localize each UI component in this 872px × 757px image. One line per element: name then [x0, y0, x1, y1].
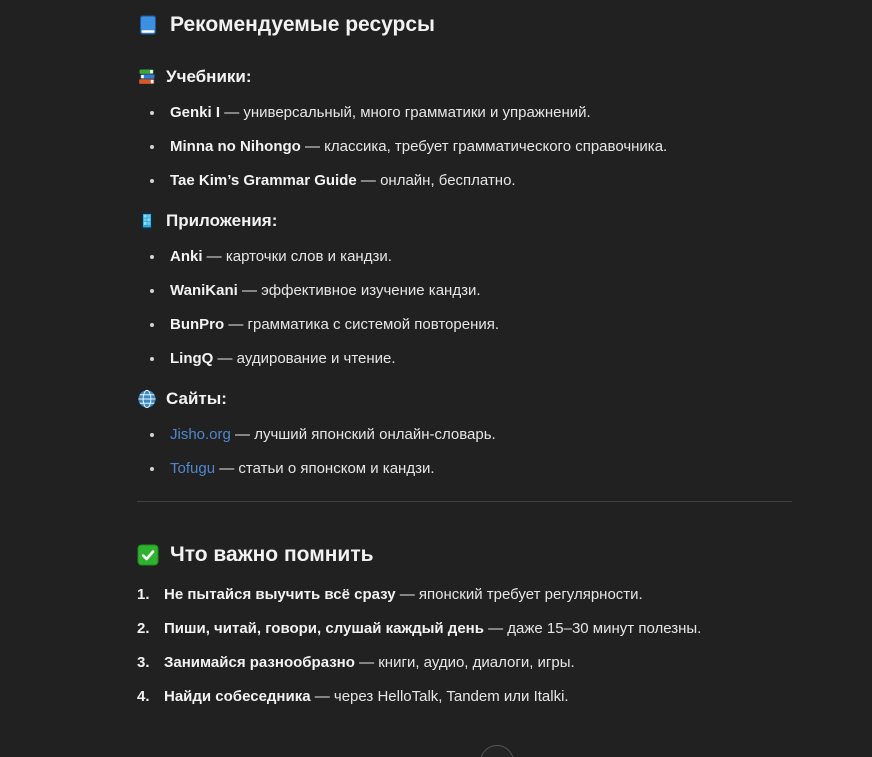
reminder-desc: — японский требует регулярности.: [395, 586, 643, 603]
reminder-bold: Пиши, читай, говори, слушай каждый день: [164, 620, 484, 637]
list-item: [137, 314, 793, 336]
resource-name: WaniKani: [170, 282, 238, 299]
list-number: 3.: [137, 654, 150, 671]
list-item: [137, 348, 793, 370]
sites-list: [137, 424, 793, 480]
resource-name: Tae Kim’s Grammar Guide: [170, 172, 357, 189]
bullet-icon: [150, 323, 154, 327]
list-item: [137, 584, 793, 606]
reminder-bold: Не пытайся выучить всё сразу: [164, 586, 396, 603]
section-heading-label: Сайты:: [166, 389, 227, 408]
tofugu-link[interactable]: Tofugu: [170, 460, 216, 477]
apps-heading: [137, 210, 793, 232]
globe-icon: [137, 389, 157, 409]
list-item: [137, 280, 793, 302]
list-item: [137, 102, 793, 124]
jisho-link[interactable]: Jisho.org: [170, 426, 231, 443]
resources-section-title: [137, 12, 793, 38]
list-item: [137, 458, 793, 480]
bullet-icon: [150, 357, 154, 361]
resource-name: LingQ: [170, 350, 214, 367]
list-item: [137, 424, 793, 446]
list-item: [137, 618, 793, 640]
sites-heading: [137, 388, 793, 410]
blue-book-icon: [137, 14, 159, 36]
bullet-icon: [150, 179, 154, 183]
reminder-desc: — даже 15–30 минут полезны.: [483, 620, 702, 637]
resource-name: Minna no Nihongo: [170, 138, 301, 155]
chat-message-content: [137, 0, 793, 720]
list-item: [137, 652, 793, 674]
list-number: 2.: [137, 620, 150, 637]
reminder-bold: Найди собеседника: [164, 688, 311, 705]
resource-desc: — грамматика с системой повторения.: [224, 316, 500, 333]
bullet-icon: [150, 111, 154, 115]
resource-name: Anki: [170, 248, 203, 265]
section-heading-label: Учебники:: [166, 67, 252, 86]
page-title: Рекомендуемые ресурсы: [170, 13, 435, 36]
reminder-desc: — через HelloTalk, Tandem или Italki.: [310, 688, 569, 705]
resource-desc: — эффективное изучение кандзи.: [237, 282, 481, 299]
resource-name: BunPro: [170, 316, 225, 333]
bullet-icon: [150, 289, 154, 293]
list-item: [137, 686, 793, 708]
bullet-icon: [150, 467, 154, 471]
apps-list: [137, 246, 793, 370]
bullet-icon: [150, 145, 154, 149]
list-item: [137, 170, 793, 192]
reminder-bold: Занимайся разнообразно: [164, 654, 355, 671]
reminder-desc: — книги, аудио, диалоги, игры.: [354, 654, 575, 671]
resource-desc: — карточки слов и кандзи.: [202, 248, 392, 265]
bullet-icon: [150, 433, 154, 437]
list-number: 1.: [137, 586, 150, 603]
resource-desc: — статьи о японском и кандзи.: [215, 460, 435, 477]
resource-desc: — онлайн, бесплатно.: [356, 172, 516, 189]
list-number: 4.: [137, 688, 150, 705]
resource-desc: — универсальный, много грамматики и упражнений.: [220, 104, 591, 121]
page-title: Что важно помнить: [170, 543, 374, 566]
resource-desc: — классика, требует грамматического справочника.: [300, 138, 668, 155]
list-item: [137, 136, 793, 158]
reminders-list: [137, 584, 793, 708]
textbooks-heading: [137, 66, 793, 88]
list-item: [137, 246, 793, 268]
check-mark-icon: [137, 544, 159, 566]
bullet-icon: [150, 255, 154, 259]
divider: [137, 501, 792, 502]
resource-desc: — аудирование и чтение.: [213, 350, 396, 367]
textbooks-list: [137, 102, 793, 192]
section-heading-label: Приложения:: [166, 211, 278, 230]
resource-name: Genki I: [170, 104, 221, 121]
resource-desc: — лучший японский онлайн-словарь.: [230, 426, 496, 443]
mobile-phone-icon: [137, 211, 157, 231]
reminders-section-title: [137, 542, 793, 568]
scroll-to-bottom-button[interactable]: [480, 745, 514, 757]
books-icon: [137, 67, 157, 87]
